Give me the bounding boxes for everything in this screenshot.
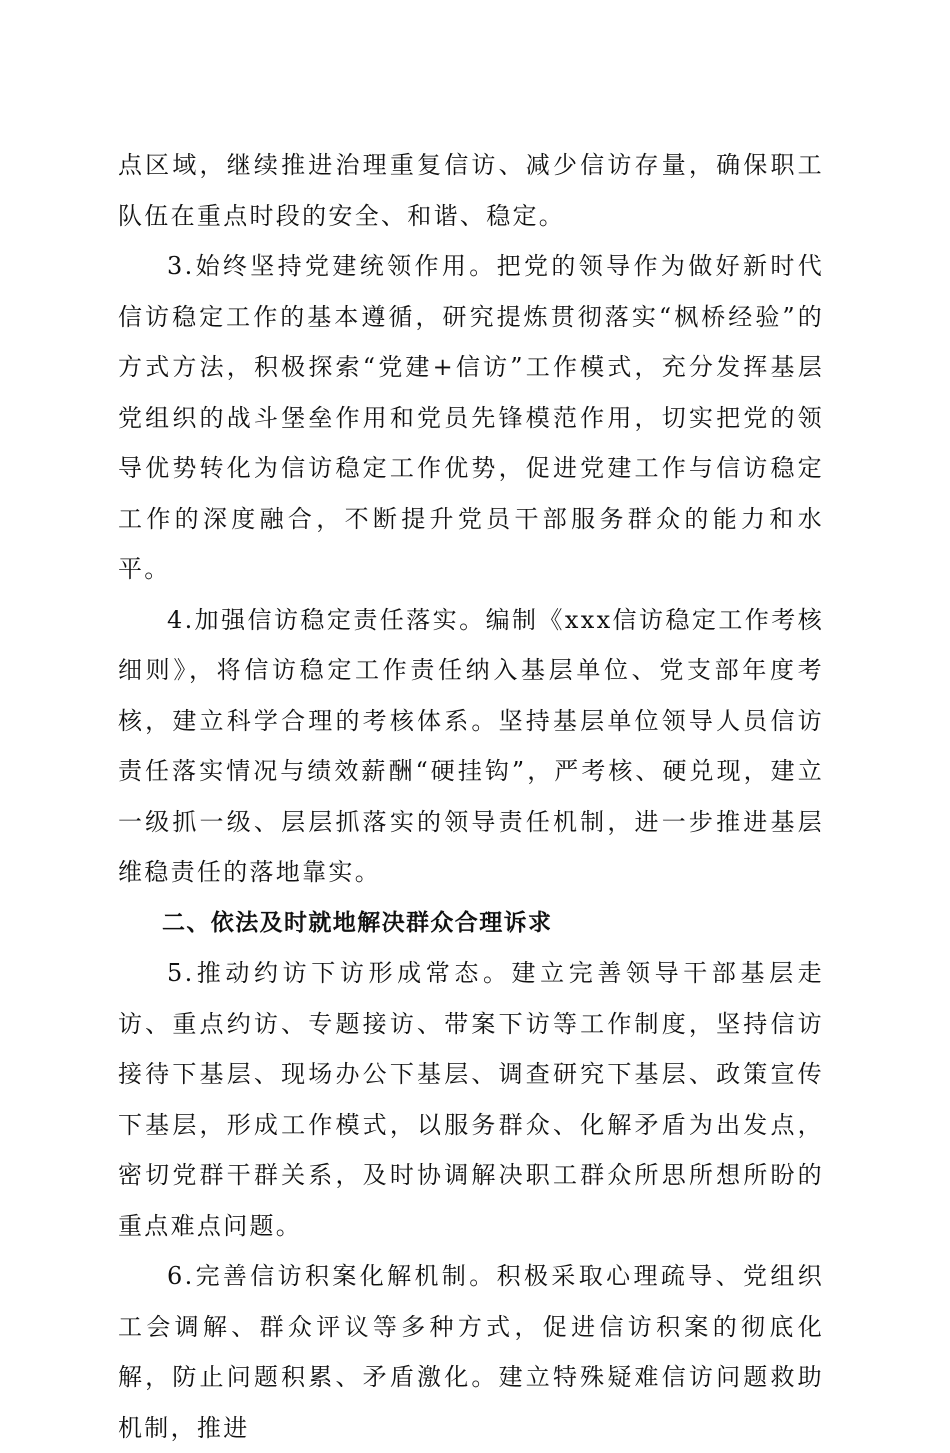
paragraph-6: 6.完善信访积案化解机制。积极采取心理疏导、党组织工会调解、群众评议等多种方式，促进信访积案的彻底化解，防止问题积累、矛盾激化。建立特殊疑难信访问题救助机制，推进 <box>118 1262 824 1442</box>
paragraph-5: 5.推动约访下访形成常态。建立完善领导干部基层走访、重点约访、专题接访、带案下访等工作制度，坚持信访接待下基层、现场办公下基层、调查研究下基层、政策宣传下基层，形成工作模式，以服务群众、化解矛盾为出发点，密切党群干群关系，及时协调解决职工群众所思所想所盼的重点难点问题。 <box>118 959 824 1240</box>
paragraph-4: 4.加强信访稳定责任落实。编制《xxx信访稳定工作考核细则》，将信访稳定工作责任纳入基层单位、党支部年度考核，建立科学合理的考核体系。坚持基层单位领导人员信访责任落实情况与绩效薪酬“硬挂钩”，严考核、硬兑现，建立一级抓一级、层层抓落实的领导责任机制，进一步推进基层维稳责任的落地靠实。 <box>118 605 824 886</box>
paragraph-continuation: 点区域，继续推进治理重复信访、减少信访存量，确保职工队伍在重点时段的安全、和谐、稳定。 <box>118 151 824 230</box>
paragraph-3: 3.始终坚持党建统领作用。把党的领导作为做好新时代信访稳定工作的基本遵循，研究提炼贯彻落实“枫桥经验”的方式方法，积极探索“党建+信访”工作模式，充分发挥基层党组织的战斗堡垒作用和党员先锋模范作用，切实把党的领导优势转化为信访稳定工作优势，促进党建工作与信访稳定工作的深度融合，不断提升党员干部服务群众的能力和水平。 <box>118 252 824 583</box>
document-body <box>118 140 824 1453</box>
section-heading: 二、依法及时就地解决群众合理诉求 <box>162 909 553 936</box>
